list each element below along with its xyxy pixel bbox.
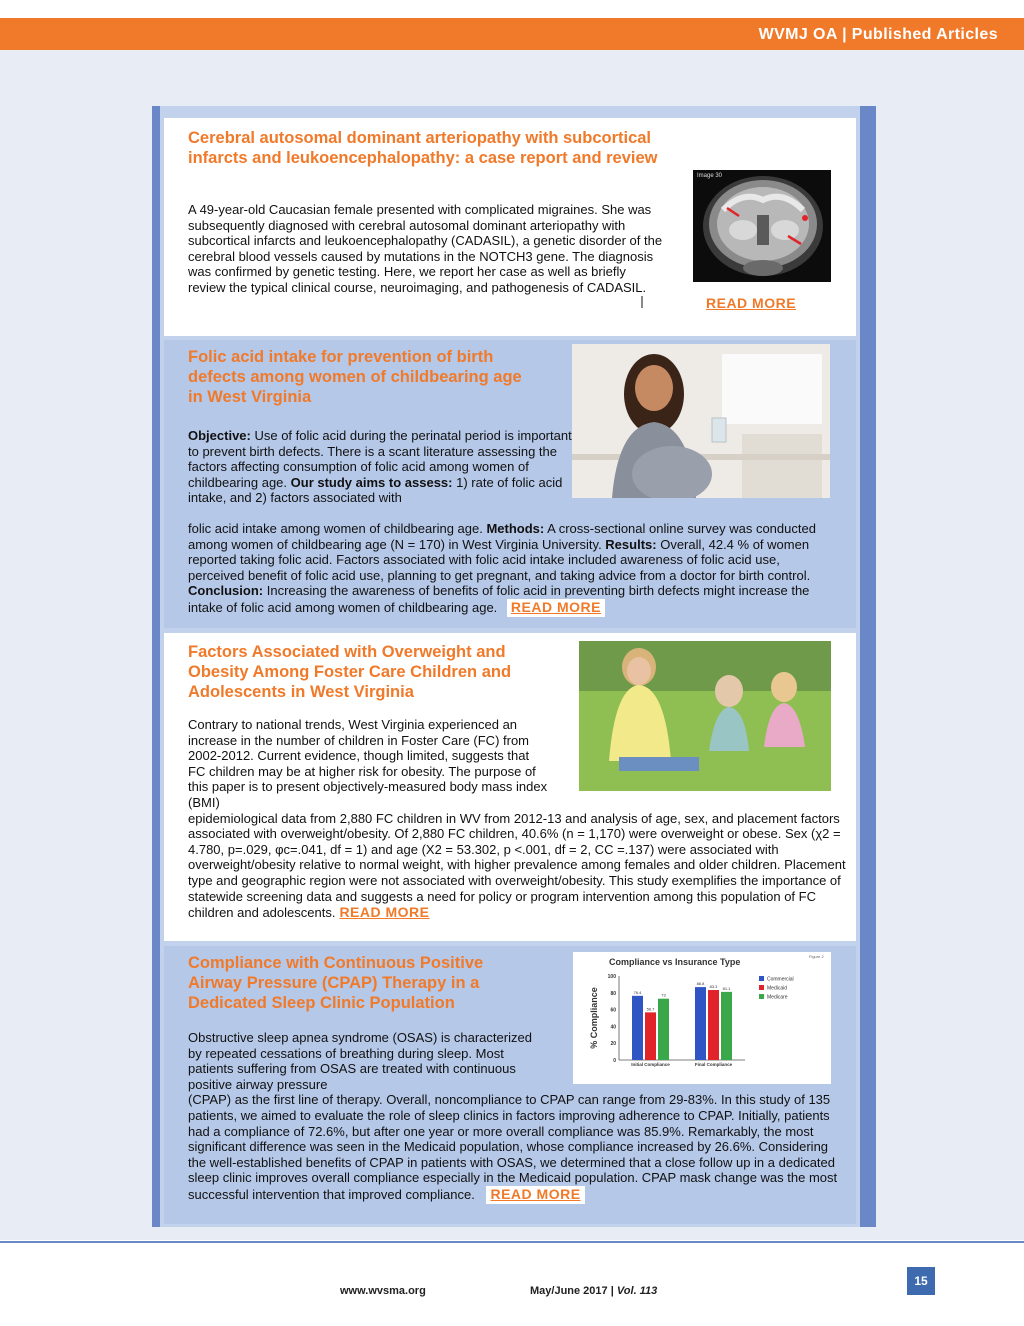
y-axis-label: % Compliance: [589, 987, 599, 1049]
bar-value-label: 56.7: [646, 1006, 655, 1012]
brain-mri-graphic: [693, 170, 831, 282]
conclusion-label: Conclusion:: [188, 583, 264, 599]
methods-text: A cross-sectional online survey was conducted among women of childbearing age (N = 170) in West Virginia University.: [188, 521, 816, 552]
y-tick-label: 80: [610, 990, 616, 997]
legend-swatch-medicaid: [759, 985, 764, 990]
pregnant-woman-photo: [572, 344, 830, 498]
read-more-foster-care[interactable]: READ MORE: [335, 904, 433, 922]
chart-title: Compliance vs Insurance Type: [609, 957, 741, 967]
article-title[interactable]: Folic acid intake for prevention of birth defects among women of childbearing age in West Virginia: [188, 348, 522, 406]
bar-value-label: 83.3: [709, 984, 718, 990]
objective-text: Use of folic acid during the perinatal period is important to prevent birth defects. There is a scant literature assessing the factors affecting consumption of folic acid among women of childbearing age.: [188, 428, 572, 490]
article-card-foster-care: [164, 633, 856, 941]
article-summary-part-1: [188, 428, 574, 506]
methods-label: Methods:: [486, 521, 545, 536]
summary-rest: (CPAP) as the first line of therapy. Overall, noncompliance to CPAP can range from 29-83%. In this study of 135 patients, we aimed to evaluate the role of sleep clinics in factors improving adherence to CPAP. Initially, patients had a compliance of 72.6%, but after one year or more overall compliance was 85.9%. Remarkably, the most significant difference was seen in the Medicaid population, whose compliance increased by 26.6%. Considering the well-established benefits of CPAP in patients with OSAS, we determined that a close follow up in a dedicated sleep clinic improves overall compliance especially in the Medicaid population. CPAP mask change was the most successful intervention that improved compliance. READ MORE: [188, 1092, 838, 1202]
y-tick-label: 20: [610, 1041, 616, 1048]
results-text: Overall, 42.4 % of women reported taking folic acid. Factors associated with folic acid intake included awareness of folic acid use, perceived benefit of folic acid use, planning to get pregnant, and taking advice from a doctor for birth control.: [188, 536, 811, 583]
article-title[interactable]: Factors Associated with Overweight and Obesity Among Foster Care Children and Adolescents in West Virginia: [188, 643, 512, 701]
y-tick-label: 100: [607, 974, 616, 980]
footer-issue-date: May/June 2017 |: [530, 1285, 617, 1297]
article-card-cadasil: [164, 118, 856, 336]
header-title: WVMJ OA | Published Articles: [758, 26, 998, 43]
legend-swatch-commercial: [759, 976, 764, 981]
mri-image-label: Image 30: [697, 173, 723, 179]
article-card-cpap: [164, 946, 856, 1224]
bar-value-label: 76.4: [633, 989, 642, 995]
articles-panel: [160, 106, 860, 1227]
read-more-cpap[interactable]: READ MORE: [486, 1186, 584, 1204]
article-title[interactable]: Cerebral autosomal dominant arteriopathy with subcortical infarcts and leukoencephalopathy: a case report and review: [188, 129, 658, 167]
study-aims-text: 1) rate of folic acid intake, and 2) factors associated with: [188, 474, 563, 506]
summary-intro: Obstructive sleep apnea syndrome (OSAS) is characterized by repeated cessations of breathing during sleep. Most patients suffering from OSAS are treated with continuous positive airway pressure: [188, 1030, 532, 1092]
articles-frame: [152, 106, 876, 1227]
conclusion-text: Increasing the awareness of benefits of folic acid in preventing birth defects might increase the intake of folic acid among women of childbearing age.: [188, 583, 810, 615]
footer-issue: [530, 1285, 657, 1297]
article-card-folic-acid: [164, 340, 856, 628]
y-tick-label: 60: [610, 1007, 616, 1014]
footer-volume: Vol. 113: [616, 1285, 658, 1297]
footer-website[interactable]: www.wvsma.org: [340, 1285, 426, 1297]
x-tick-label: Initial Compliance: [631, 1062, 670, 1067]
article-summary: [188, 717, 848, 922]
article-summary: [188, 1030, 838, 1204]
study-aims-continued: folic acid intake among women of childbearing age.: [188, 521, 487, 536]
y-tick-label: 40: [610, 1024, 616, 1031]
read-more-link[interactable]: READ MORE: [702, 294, 800, 312]
results-label: Results:: [605, 536, 657, 552]
page-number: 15: [907, 1267, 935, 1295]
text-cursor-mark: [641, 296, 643, 308]
bar-value-label: 73: [661, 992, 666, 998]
legend-label-commercial: Commercial: [767, 976, 794, 983]
legend-label-medicare: Medicare: [767, 994, 788, 1001]
x-tick-label: Final Compliance: [694, 1062, 733, 1067]
footer-divider: [0, 1241, 1024, 1243]
article-summary-part-2: [188, 521, 838, 617]
bar-value-label: 81.1: [722, 985, 731, 991]
read-more-folic-acid[interactable]: READ MORE: [507, 599, 605, 617]
objective-label: Objective:: [188, 428, 251, 443]
header-bar: [0, 18, 1024, 50]
legend-swatch-medicare: [759, 994, 764, 999]
read-more-cadasil[interactable]: [702, 294, 800, 313]
study-aims-label: Our study aims to assess:: [290, 474, 453, 490]
figure-tag: Figure 2: [809, 954, 824, 959]
bar-value-label: 86.8: [696, 981, 705, 987]
article-title[interactable]: Compliance with Continuous Positive Airway Pressure (CPAP) Therapy in a Dedicated Sleep Clinic Population: [188, 954, 484, 1012]
pregnant-woman-graphic: [572, 344, 830, 498]
legend-label-medicaid: Medicaid: [767, 985, 788, 992]
y-tick-label: 0: [613, 1058, 616, 1064]
article-summary: A 49-year-old Caucasian female presented with complicated migraines. She was subsequently diagnosed with cerebral autosomal dominant arteriopathy with subcortical infarcts and leukoencephalopathy (CADASIL), a genetic disorder of the cerebral blood vessels caused by mutations in the NOTCH3 gene. The diagnosis was confirmed by genetic testing. Here, we report her case as well as briefly review the typical clinical course, neuroimaging, and pathogenesis of CADASIL.: [188, 202, 663, 295]
summary-rest: epidemiological data from 2,880 FC children in WV from 2012-13 and analysis of age, sex, and placement factors associated with overweight/obesity. Of 2,880 FC children, 40.6% (n = 1,170) were overweight or obese. Sex (χ2 = 4.780, p=.029, φc=.041, df = 1) and age (X2 = 53.302, p <.001, df = 2, CC =.137) were associated with overweight/obesity relative to normal weight, with higher prevalence among females and older children. Placement type and geographic region were not associated with overweight/obesity. This study exemplifies the importance of statewide screening data and suggests a need for policy or program intervention among this population of FC children and adolescents. READ MORE: [188, 810, 846, 921]
summary-intro: Contrary to national trends, West Virginia experienced an increase in the number of children in Foster Care (FC) from 2002-2012. Current evidence, though limited, suggests that FC children may be at higher risk for obesity. The purpose of this paper is to present objectively-measured body mass index (BMI): [188, 717, 548, 810]
brain-mri-image: [693, 170, 831, 282]
